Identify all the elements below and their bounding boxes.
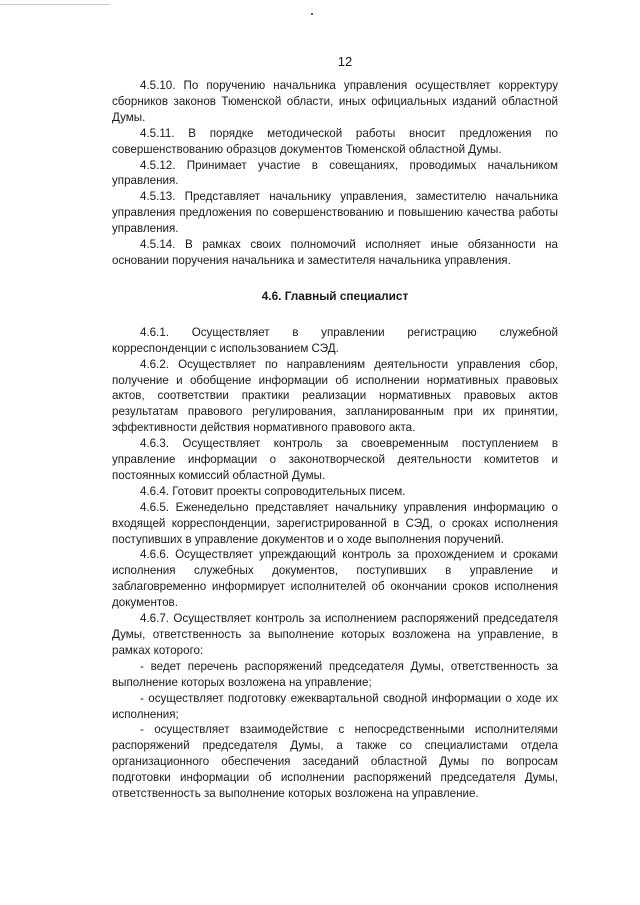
paragraph-4-6-7: 4.6.7. Осуществляет контроль за исполнением распоряжений председателя Думы, ответственность за выполнение которых возложена на управление, в рамках которого: (112, 612, 558, 657)
scan-edge-mark (0, 0, 110, 5)
paragraph-4-5-14: 4.5.14. В рамках своих полномочий исполняет иные обязанности на основании поручения начальника и заместителя начальника управления. (112, 238, 558, 267)
scan-dot-mark (311, 13, 313, 15)
paragraph-4-5-12: 4.5.12. Принимает участие в совещаниях, проводимых начальником управления. (112, 158, 558, 188)
document-body (112, 78, 558, 802)
paragraph-4-6-2: 4.6.2. Осуществляет по направлениям деятельности управления сбор, получение и обобщение информации об исполнении нормативных правовых актов, соответствии практики реализации нормативных правовых актов результатам правового регулирования, запланированным при их принятии, эффективности действия нормативного правового акта. (112, 357, 558, 435)
paragraph-4-5-10: 4.5.10. По поручению начальника управления осуществляет корректуру сборников законов Тюменской области, иных официальных изданий областной Думы. (112, 79, 558, 124)
section-heading: 4.6. Главный специалист (261, 288, 409, 303)
paragraph-4-6-5: 4.6.5. Еженедельно представляет начальнику управления информацию о входящей корреспонденции, зарегистрированной в СЭД, о сроках исполнения поступивших в управление документов и о ходе выполнения поручений. (112, 500, 558, 546)
paragraph-4-5-11: 4.5.11. В порядке методической работы вносит предложения по совершенствованию образцов документов Тюменской областной Думы. (112, 126, 558, 156)
paragraph-4-6-3: 4.6.3. Осуществляет контроль за своевременным поступлением в управление информации о законотворческой деятельности комитетов и постоянных комиссий областной Думы. (112, 437, 558, 482)
paragraph-4-5-13: 4.5.13. Представляет начальнику управления, заместителю начальника управления предложения по совершенствованию и повышению качества работы управления. (112, 190, 558, 236)
list-item: - осуществляет взаимодействие с непосредственными исполнителями распоряжений председателя Думы, а также со специалистами отдела организационного обеспечения заседаний областной Думы по вопросам подготовки информации об исполнении распоряжений председателя Думы, ответственность за выполнение которых возложена на управление. (112, 723, 558, 801)
paragraph-4-6-6: 4.6.6. Осуществляет упреждающий контроль за прохождением и сроками исполнения служебных документов, поступивших в управление и заблаговременно информирует исполнителей об окончании сроков исполнения документов. (112, 548, 558, 610)
list-item: - ведет перечень распоряжений председателя Думы, ответственность за выполнение которых возложена на управление; (112, 659, 558, 689)
paragraph-4-6-1: 4.6.1. Осуществляет в управлении регистрацию служебной корреспонденции с использованием СЭД. (112, 325, 558, 355)
paragraph-4-6-4: 4.6.4. Готовит проекты сопроводительных писем. (140, 484, 406, 498)
page-number: 12 (337, 54, 353, 69)
list-item: - осуществляет подготовку ежеквартальной сводной информации о ходе их исполнения; (112, 691, 558, 721)
